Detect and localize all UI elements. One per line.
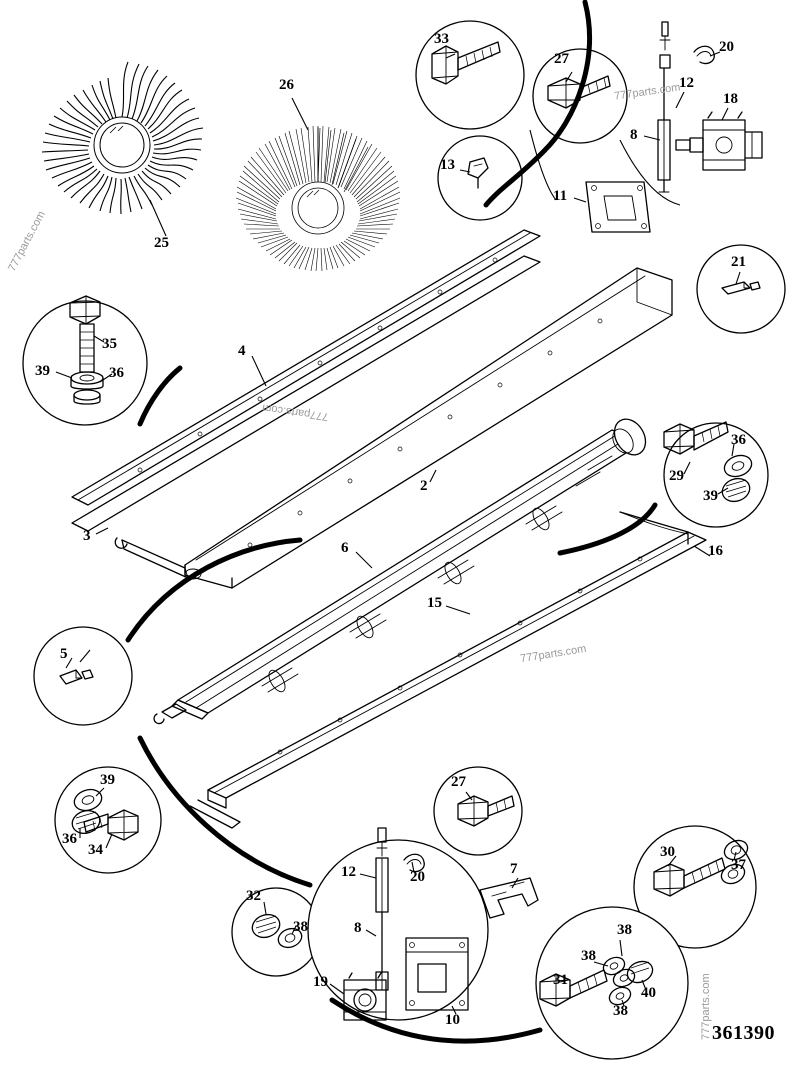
callout-29: 29 <box>669 468 684 484</box>
watermark: 777parts.com <box>700 973 712 1040</box>
watermark: 777parts.com <box>519 642 588 666</box>
callout-40: 40 <box>641 985 656 1001</box>
part-7-bracket <box>480 878 538 918</box>
callout-8-top: 8 <box>630 127 638 143</box>
callout-20-lower: 20 <box>410 869 425 885</box>
detail-circles <box>23 21 785 1059</box>
callout-36-right: 36 <box>731 432 746 448</box>
part-25-brush <box>42 62 203 214</box>
callout-7: 7 <box>510 861 518 877</box>
part-2-housing <box>115 268 672 588</box>
callout-27-lower: 27 <box>451 774 466 790</box>
callout-39-upper: 39 <box>35 363 50 379</box>
callout-16: 16 <box>708 543 723 559</box>
callout-36-lower: 36 <box>62 831 77 847</box>
callout-25: 25 <box>154 235 169 251</box>
callout-37: 37 <box>731 857 746 873</box>
callout-30: 30 <box>660 844 675 860</box>
callout-5: 5 <box>60 646 68 662</box>
callout-38-a: 38 <box>293 919 308 935</box>
figure-number: 361390 <box>712 1022 775 1044</box>
part-8-rod-upper <box>658 22 714 192</box>
callout-2: 2 <box>420 478 428 494</box>
callout-31: 31 <box>553 972 568 988</box>
part-6-roller <box>154 414 652 724</box>
callout-26: 26 <box>279 77 294 93</box>
callout-39-right: 39 <box>703 488 718 504</box>
callout-27-top: 27 <box>554 51 569 67</box>
callout-18: 18 <box>723 91 738 107</box>
callout-19: 19 <box>313 974 328 990</box>
callout-10: 10 <box>445 1012 460 1028</box>
watermark: 777parts.com <box>613 81 682 103</box>
callout-13: 13 <box>440 157 455 173</box>
watermark: 777parts.com <box>6 209 48 274</box>
part-18-motor <box>676 112 762 170</box>
callout-20-top: 20 <box>719 39 734 55</box>
part-11-plate <box>586 182 650 232</box>
callout-15: 15 <box>427 595 442 611</box>
callout-38-c: 38 <box>581 948 596 964</box>
callout-39-lower: 39 <box>100 772 115 788</box>
callout-33: 33 <box>434 31 449 47</box>
callout-4: 4 <box>238 343 246 359</box>
callout-6: 6 <box>341 540 349 556</box>
callout-38-b: 38 <box>617 922 632 938</box>
callout-12-top: 12 <box>679 75 694 91</box>
callout-3: 3 <box>83 528 91 544</box>
callout-21: 21 <box>731 254 746 270</box>
callout-8-lower: 8 <box>354 920 362 936</box>
callout-12-lower: 12 <box>341 864 356 880</box>
callout-11: 11 <box>553 188 568 204</box>
callout-32: 32 <box>246 888 261 904</box>
callout-38-d: 38 <box>613 1003 628 1019</box>
part-26-brush <box>236 126 400 271</box>
callout-35: 35 <box>102 336 117 352</box>
callout-36-upper: 36 <box>109 365 124 381</box>
callout-34: 34 <box>88 842 103 858</box>
watermark: 777parts.com <box>261 401 330 423</box>
